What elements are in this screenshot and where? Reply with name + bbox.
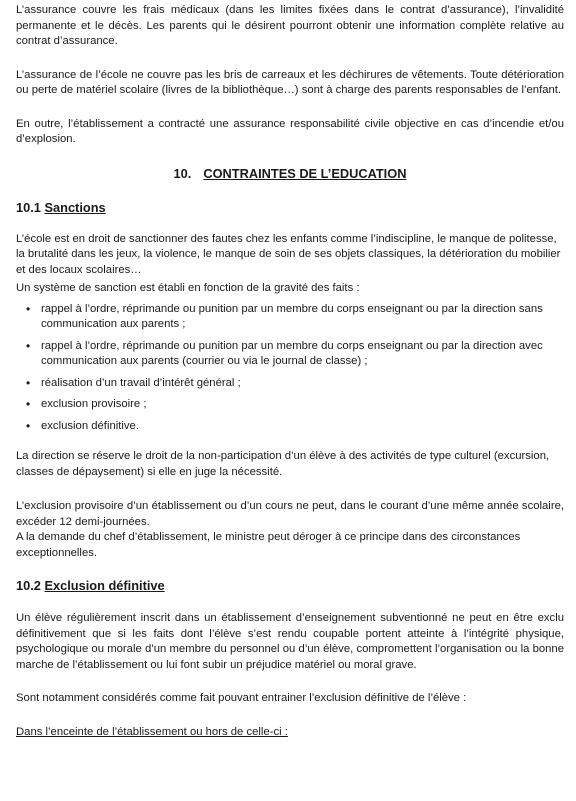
insurance-exclusions-paragraph: L’assurance de l’école ne couvre pas les bris de carreaux et les déchirures de vêtements. Toute détérioration ou perte de matériel scolaire (livres de la bibliothèque…) sont à charge des parents responsables de l’enfant. xyxy=(16,68,564,96)
minister-derogation-paragraph: A la demande du chef d’établissement, le ministre peut déroger à ce principe dans des circonstances exceptionnelles. xyxy=(16,531,521,559)
document-page xyxy=(16,0,564,740)
subsection-title: Sanctions xyxy=(44,199,106,215)
list-item: • exclusion définitive. xyxy=(16,419,564,435)
premises-subheading: Dans l’enceinte de l’établissement ou hors de celle-ci : xyxy=(16,725,288,738)
list-item: • réalisation d’un travail d’intérêt général ; xyxy=(16,376,564,392)
sanctions-intro-paragraph: L’école est en droit de sanctionner des fautes chez les enfants comme l’indiscipline, le manque de politesse, la brutalité dans les jeux, la violence, le manque de soin de ses objets classiques, la détérioration du mobilier et des locaux scolaires… xyxy=(16,232,561,276)
subsection-number: 10.2 xyxy=(16,578,45,593)
sanctions-heading xyxy=(16,200,564,216)
liability-insurance-paragraph: En outre, l’établissement a contracté une assurance responsabilité civile objective en cas d’incendie et/ou d’explosion. xyxy=(16,117,564,145)
section-10-heading xyxy=(16,166,564,182)
definitive-exclusion-heading xyxy=(16,578,564,594)
list-item: • rappel à l’ordre, réprimande ou punition par un membre du corps enseignant ou par la direction sans communication aux parents ; xyxy=(16,302,564,333)
section-number: 10. xyxy=(173,165,192,181)
insurance-coverage-paragraph: L’assurance couvre les frais médicaux (dans les limites fixées dans le contrat d’assurance), l’invalidité permanente et le décès. Les parents qui le désirent pourront obtenir une information complète relative au contrat d’assurance. xyxy=(16,4,564,47)
list-item: • exclusion provisoire ; xyxy=(16,397,564,413)
subsection-title: Exclusion définitive xyxy=(44,578,165,593)
sanction-system-paragraph: Un système de sanction est établi en fonction de la gravité des faits : xyxy=(16,282,360,294)
subsection-number: 10.1 xyxy=(16,199,45,215)
section-title: CONTRAINTES DE L’EDUCATION xyxy=(203,165,407,181)
exclusion-conditions-paragraph: Un élève régulièrement inscrit dans un établissement d’enseignement subventionné ne peut en être exclu définitivement que si les faits dont l’élève s’est rendu coupable portent atteinte à l’intégrité physique, psychologique ou morale d’un membre du personnel ou d’un élève, compromettent l’organisation ou la bonne marche de l’établissement ou lui font subir un préjudice matériel ou moral grave. xyxy=(16,612,564,671)
list-item: • rappel à l’ordre, réprimande ou punition par un membre du corps enseignant ou par la direction avec communication aux parents (courrier ou via le journal de classe) ; xyxy=(16,339,564,370)
direction-reserve-paragraph: La direction se réserve le droit de la non-participation d’un élève à des activités de type culturel (excursion, classes de dépaysement) si elle en juge la nécessité. xyxy=(16,450,550,478)
exclusion-facts-intro: Sont notamment considérés comme fait pouvant entrainer l’exclusion définitive de l’élève : xyxy=(16,692,467,704)
provisional-exclusion-paragraph: L’exclusion provisoire d’un établissement ou d’un cours ne peut, dans le courant d’une même année scolaire, excéder 12 demi-journées. xyxy=(16,500,564,528)
sanctions-list xyxy=(16,302,564,435)
